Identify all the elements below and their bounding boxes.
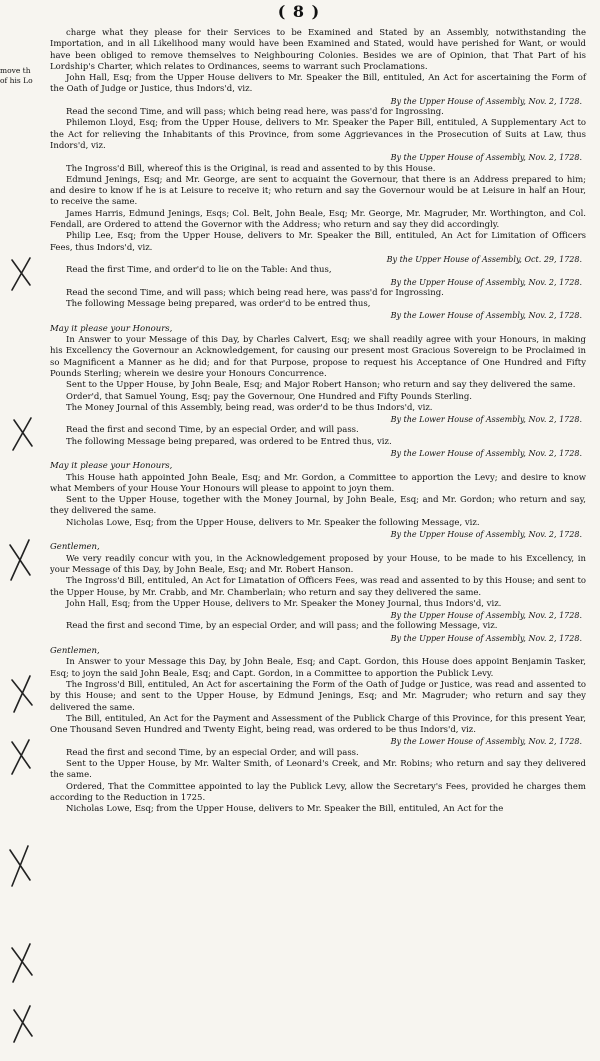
ink-marks-icon xyxy=(0,0,50,1061)
paragraph: Nicholas Lowe, Esq; from the Upper House, delivers to Mr. Speaker the Bill, entituled, An Act for the xyxy=(66,804,504,815)
endorsement-line: By the Upper House of Assembly, Nov. 2, 1728. xyxy=(390,96,582,106)
paragraph: Read the first Time, and order'd to lie on the Table: And thus, xyxy=(66,265,332,276)
endorsement-line: By the Lower House of Assembly, Nov. 2, 1728. xyxy=(390,448,582,458)
paragraph: The following Message being prepared, was ordered to be Entred thus, viz. xyxy=(66,436,392,447)
paragraph: Ordered, That the Committee appointed to lay the Publick Levy, allow the Secretary's Fees, provided he charges them according to the Reduction in 1725. xyxy=(50,781,586,803)
salutation: Gentlemen, xyxy=(50,646,100,657)
paragraph: John Hall, Esq; from the Upper House delivers to Mr. Speaker the Bill, entituled, An Act for ascertaining the Form of the Oath of Judge or Justice, thus Indors'd, viz. xyxy=(50,73,586,95)
paragraph: Philip Lee, Esq; from the Upper House, delivers to Mr. Speaker the Bill, entituled, An Act for Limitation of Officers Fees, thus Indors'd, viz. xyxy=(50,231,586,253)
endorsement-line: By the Upper House of Assembly, Nov. 2, 1728. xyxy=(390,153,582,163)
salutation: Gentlemen, xyxy=(50,542,100,553)
paragraph: The Ingross'd Bill, whereof this is the Original, is read and assented to by this House. xyxy=(66,163,436,174)
endorsement-line: By the Lower House of Assembly, Nov. 2, 1728. xyxy=(390,737,582,747)
paragraph: Sent to the Upper House, by John Beale, Esq; and Major Robert Hanson; who return and say they delivered the same. xyxy=(66,380,576,391)
paragraph: Edmund Jenings, Esq; and Mr. George, are sent to acquaint the Governour, that there is an Address prepared to him; and desire to know if he is at Leisure to receive it; who return and say the Governour would be at Leisure in half an Hour, to receive the same. xyxy=(50,174,586,208)
paragraph: Read the second Time, and will pass; which being read here, was pass'd for Ingrossing. xyxy=(66,287,444,298)
paragraph: The Ingross'd Bill, entituled, An Act for Limatation of Officers Fees, was read and assented to by this House; and sent to the Upper House, by Mr. Crabb, and Mr. Chamberlain; who return and say they delivered the same. xyxy=(50,576,586,598)
paragraph: The Bill, entituled, An Act for the Payment and Assessment of the Publick Charge of this Province, for this present Year, One Thousand Seven Hundred and Twenty Eight, being read, was ordered to be thus Indors'd, viz. xyxy=(50,713,586,736)
endorsement-line: By the Lower House of Assembly, Nov. 2, 1728. xyxy=(390,415,582,425)
margin-note-line: move th xyxy=(0,66,31,75)
paragraph: Read the first and second Time, by an especial Order, and will pass. xyxy=(66,425,359,436)
paragraph: Sent to the Upper House, together with the Money Journal, by John Beale, Esq; and Mr. Gordon; who return and say, they delivered the same. xyxy=(50,495,586,517)
paragraph: In Answer to your Message of this Day, by Charles Calvert, Esq; we shall readily agree with your Honours, in making his Excellency the Governour an Acknowledgement, for causing our present most Gracious Sovereign to be Proclaimed in so Magnificent a Manner as he did; and for that Purpose, propose to request his Acceptance of One Hundred and Fifty Pounds Sterling; wherein we desire your Honours Concurrence. xyxy=(50,335,586,379)
endorsement-line: By the Upper House of Assembly, Nov. 2, 1728. xyxy=(390,277,582,287)
margin-note-line: of his Lo xyxy=(0,76,33,85)
paragraph: Philemon Lloyd, Esq; from the Upper House, delivers to Mr. Speaker the Paper Bill, entituled, A Supplementary Act to the Act for relieving the Inhabitants of this Province, from some Aggrievances in the Prosecution of Suits at Law, thus Indors'd, viz. xyxy=(50,118,586,151)
paragraph: The Ingross'd Bill, entituled, An Act for ascertaining the Form of the Oath of Judge or Justice, was read and assented to by this House; and sent to the Upper House, by Edmund Jenings, Esq; and Mr. Magruder; who return and say they delivered the same. xyxy=(50,679,586,713)
endorsement-line: By the Upper House of Assembly, Nov. 2, 1728. xyxy=(390,611,582,621)
paragraph: Read the first and second Time, by an especial Order, and will pass; and the following Message, viz. xyxy=(66,621,498,632)
paragraph: Read the second Time, and will pass; which being read here, was pass'd for Ingrossing. xyxy=(66,107,444,118)
paragraph: Order'd, that Samuel Young, Esq; pay the Governour, One Hundred and Fifty Pounds Sterling. xyxy=(66,391,473,402)
endorsement-line: By the Lower House of Assembly, Nov. 2, 1728. xyxy=(390,311,582,321)
paragraph: The following Message being prepared, was order'd to be entred thus, xyxy=(66,299,371,310)
paragraph: charge what they please for their Services to be Examined and Stated by an Assembly, notwithstanding the Importation, and in all Likelihood many would have been Examined and Stated, would have perished for Want, or would have been obliged to remove themselves to Neighbouring Colonies. Besides we are of Opinion, that That Part of his Lordship's Charter, which relates to Ordinances, seems to warrant such Proclamations. xyxy=(50,28,586,72)
paragraph: Nicholas Lowe, Esq; from the Upper House, delivers to Mr. Speaker the following Message, viz. xyxy=(66,517,480,528)
endorsement-line: By the Upper House of Assembly, Nov. 2, 1728. xyxy=(390,633,582,643)
paragraph: Sent to the Upper House, by Mr. Walter Smith, of Leonard's Creek, and Mr. Robins; who return and say they delivered the same. xyxy=(50,759,586,781)
salutation: May it please your Honours, xyxy=(50,323,173,334)
endorsement-line: By the Upper House of Assembly, Oct. 29, 1728. xyxy=(386,254,582,264)
paragraph: This House hath appointed John Beale, Esq; and Mr. Gordon, a Committee to apportion the Levy; and desire to know what Members of your House Your Honours will please to appoint to joyn them. xyxy=(50,472,586,494)
salutation: May it please your Honours, xyxy=(50,461,173,472)
paragraph: Read the first and second Time, by an especial Order, and will pass. xyxy=(66,747,359,758)
page-number: ( 8 ) xyxy=(277,2,321,21)
paragraph: In Answer to your Message this Day, by John Beale, Esq; and Capt. Gordon, this House does appoint Benjamin Tasker, Esq; to joyn the said John Beale, Esq; and Capt. Gordon, in a Committee to apportion the Publick Levy. xyxy=(50,657,586,679)
paragraph: The Money Journal of this Assembly, being read, was order'd to be thus Indors'd, viz. xyxy=(66,402,433,413)
journal-text xyxy=(50,28,586,815)
paragraph: James Harris, Edmund Jenings, Esqs; Col. Belt, John Beale, Esq; Mr. George, Mr. Magruder, Mr. Worthington, and Col. Fendall, are Ordered to attend the Governor with the Address; who return and say they did accordingly. xyxy=(50,208,586,231)
endorsement-line: By the Upper House of Assembly, Nov. 2, 1728. xyxy=(390,530,582,540)
handwritten-marks xyxy=(0,0,50,1061)
paragraph: We very readily concur with you, in the Acknowledgement proposed by your House, to be made to his Excellency, in your Message of this Day, by John Beale, Esq; and Mr. Robert Hanson. xyxy=(50,553,586,575)
paragraph: John Hall, Esq; from the Upper House, delivers to Mr. Speaker the Money Journal, thus Indors'd, viz. xyxy=(66,598,502,609)
